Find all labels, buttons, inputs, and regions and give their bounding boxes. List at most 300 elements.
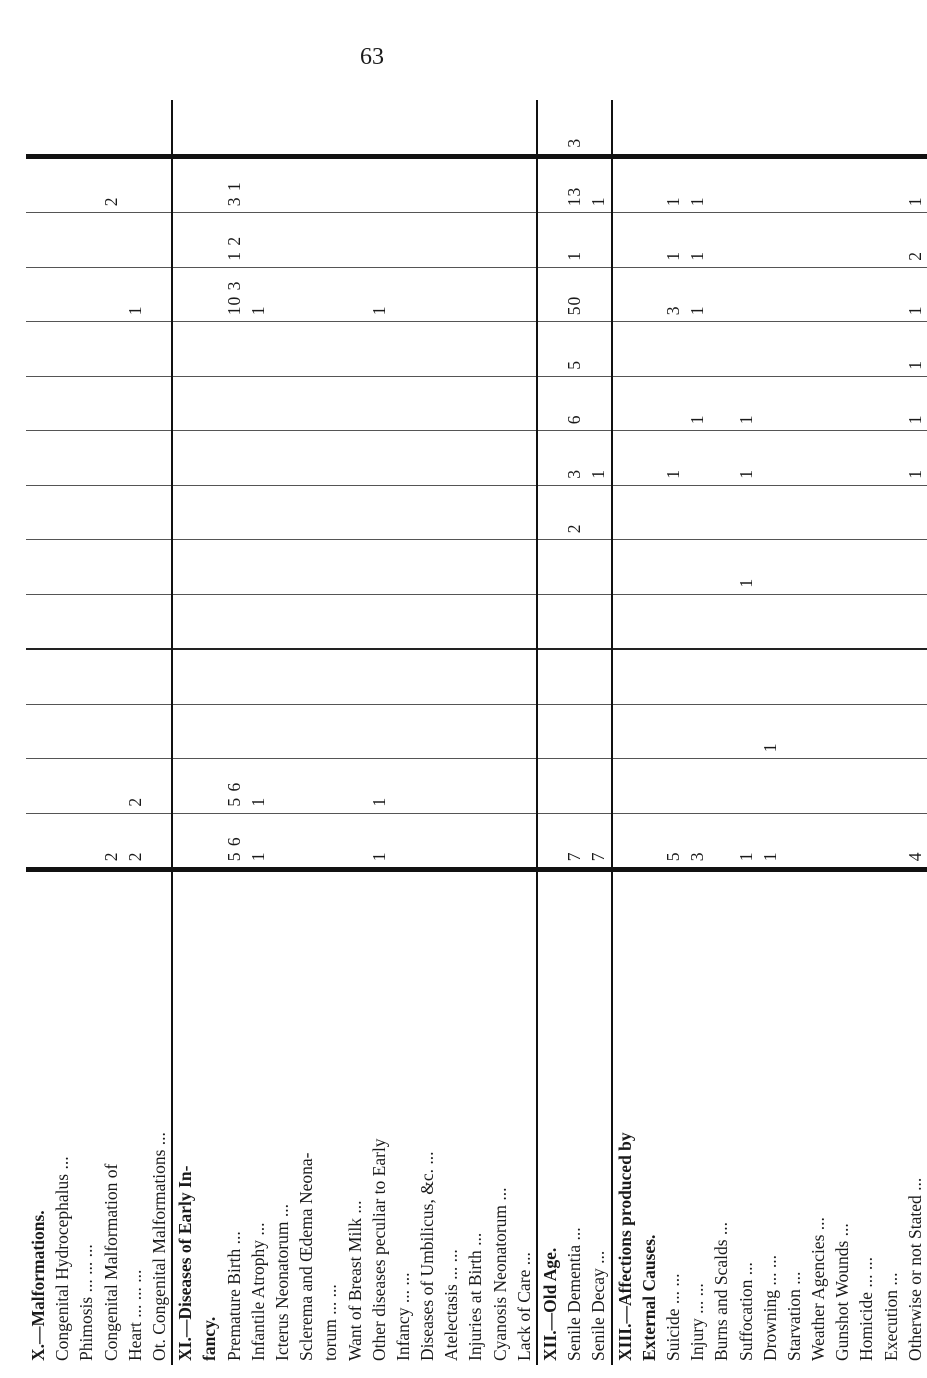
row-value xyxy=(709,704,733,758)
row-value xyxy=(782,100,806,156)
rotated-table xyxy=(26,100,925,1365)
row-label: Burns and Scalds ... xyxy=(711,1221,732,1361)
row-value: 1 xyxy=(903,267,927,321)
row-value xyxy=(488,431,512,485)
row-value: 3 xyxy=(685,813,709,870)
row-value xyxy=(99,376,123,430)
row-value xyxy=(758,267,782,321)
row-value xyxy=(537,376,562,430)
row-value xyxy=(586,540,611,594)
row-value xyxy=(415,100,439,156)
row-label: Congenital Malformation of xyxy=(100,1163,121,1361)
row-value xyxy=(74,813,98,870)
row-value xyxy=(488,704,512,758)
table-row xyxy=(854,100,878,1365)
table-row xyxy=(488,100,512,1365)
row-value: 5 xyxy=(562,322,586,376)
row-value xyxy=(488,322,512,376)
row-value xyxy=(342,485,366,539)
row-value xyxy=(854,322,878,376)
row-value xyxy=(463,156,487,213)
row-value xyxy=(147,213,172,267)
row-value xyxy=(733,704,757,758)
row-value xyxy=(463,376,487,430)
row-value xyxy=(806,431,830,485)
row-value xyxy=(26,322,50,376)
row-value xyxy=(74,540,98,594)
table-row xyxy=(50,100,74,1365)
row-value xyxy=(74,431,98,485)
row-value xyxy=(318,759,342,813)
row-value xyxy=(367,649,391,704)
row-value xyxy=(342,376,366,430)
row-value xyxy=(342,100,366,156)
row-value xyxy=(74,100,98,156)
row-value xyxy=(197,156,221,213)
row-value xyxy=(586,100,611,156)
row-value xyxy=(270,376,294,430)
row-value xyxy=(512,322,537,376)
row-value xyxy=(512,213,537,267)
row-value xyxy=(758,213,782,267)
row-value xyxy=(612,594,637,649)
row-label: Infantile Atrophy ... xyxy=(247,1222,268,1361)
row-value xyxy=(612,100,637,156)
row-value xyxy=(733,322,757,376)
row-value xyxy=(172,813,197,870)
row-value xyxy=(439,649,463,704)
row-value xyxy=(123,322,147,376)
row-value xyxy=(830,759,854,813)
row-value xyxy=(415,376,439,430)
row-value xyxy=(123,649,147,704)
row-value xyxy=(270,813,294,870)
row-value xyxy=(709,813,733,870)
row-value xyxy=(612,704,637,758)
row-value xyxy=(661,100,685,156)
row-value xyxy=(222,431,246,485)
row-value xyxy=(246,649,270,704)
row-value xyxy=(50,322,74,376)
row-value xyxy=(463,594,487,649)
row-value xyxy=(342,431,366,485)
row-value: 1 xyxy=(586,431,611,485)
row-value xyxy=(782,213,806,267)
row-value xyxy=(709,759,733,813)
row-value xyxy=(50,594,74,649)
table-row xyxy=(294,100,318,1365)
row-value xyxy=(318,376,342,430)
row-value xyxy=(854,376,878,430)
row-value xyxy=(830,540,854,594)
row-value xyxy=(172,594,197,649)
statistics-table-frame xyxy=(26,100,925,1365)
row-value xyxy=(99,213,123,267)
row-value xyxy=(74,594,98,649)
row-value xyxy=(733,267,757,321)
row-value xyxy=(26,213,50,267)
row-value xyxy=(512,649,537,704)
row-value xyxy=(99,100,123,156)
row-value: 1 2 xyxy=(222,213,246,267)
row-value xyxy=(74,759,98,813)
row-value xyxy=(147,156,172,213)
row-value: 10 3 xyxy=(222,267,246,321)
row-value xyxy=(172,704,197,758)
row-value xyxy=(26,813,50,870)
row-value: 6 xyxy=(562,376,586,430)
row-value xyxy=(685,431,709,485)
row-value xyxy=(99,540,123,594)
row-value xyxy=(294,759,318,813)
row-value xyxy=(537,431,562,485)
row-value xyxy=(197,485,221,539)
row-value xyxy=(637,759,661,813)
causes-of-death-table xyxy=(26,100,927,1365)
row-value xyxy=(537,485,562,539)
row-value: 7 xyxy=(562,813,586,870)
row-value xyxy=(294,594,318,649)
table-row xyxy=(367,100,391,1365)
row-value xyxy=(512,376,537,430)
row-value xyxy=(246,540,270,594)
row-value xyxy=(318,813,342,870)
row-value xyxy=(806,813,830,870)
row-value xyxy=(391,322,415,376)
row-value xyxy=(391,594,415,649)
row-value xyxy=(709,594,733,649)
row-value xyxy=(99,322,123,376)
row-value xyxy=(50,759,74,813)
row-value xyxy=(294,322,318,376)
row-value: 3 xyxy=(562,100,586,156)
row-value: 50 xyxy=(562,267,586,321)
row-value xyxy=(123,540,147,594)
row-value: 1 xyxy=(758,813,782,870)
row-label: Otherwise or not Stated ... xyxy=(904,1177,925,1361)
row-value xyxy=(439,594,463,649)
row-value xyxy=(270,100,294,156)
row-value xyxy=(123,213,147,267)
row-value xyxy=(222,704,246,758)
row-value xyxy=(661,322,685,376)
row-value xyxy=(512,485,537,539)
row-value xyxy=(512,704,537,758)
row-value xyxy=(318,540,342,594)
row-label: X.—Malformations. xyxy=(28,1210,49,1361)
row-value xyxy=(586,267,611,321)
row-value xyxy=(830,267,854,321)
row-label: XII.—Old Age. xyxy=(540,1247,561,1361)
row-value xyxy=(391,100,415,156)
row-value xyxy=(172,267,197,321)
row-value xyxy=(270,322,294,376)
table-row xyxy=(439,100,463,1365)
row-value xyxy=(99,485,123,539)
row-value xyxy=(74,485,98,539)
table-row xyxy=(733,100,757,1365)
row-value xyxy=(637,594,661,649)
row-value xyxy=(439,267,463,321)
row-value xyxy=(415,156,439,213)
row-value xyxy=(172,649,197,704)
row-value xyxy=(294,649,318,704)
row-value xyxy=(806,376,830,430)
table-row xyxy=(391,100,415,1365)
row-value xyxy=(415,594,439,649)
row-value xyxy=(537,100,562,156)
row-value xyxy=(903,485,927,539)
row-value xyxy=(415,649,439,704)
row-value xyxy=(50,267,74,321)
row-value xyxy=(879,322,903,376)
row-value: 1 xyxy=(246,813,270,870)
row-value xyxy=(391,540,415,594)
row-value xyxy=(439,759,463,813)
row-label: Ot. Congenital Malformations ... xyxy=(147,870,172,1365)
row-value: 1 xyxy=(733,431,757,485)
row-value xyxy=(270,704,294,758)
row-value xyxy=(318,100,342,156)
row-label: Homicide ... ... xyxy=(856,1256,877,1361)
row-value xyxy=(123,156,147,213)
row-value xyxy=(26,594,50,649)
row-value xyxy=(270,759,294,813)
row-value xyxy=(879,267,903,321)
row-value xyxy=(709,100,733,156)
row-label: Gunshot Wounds ... xyxy=(832,1223,853,1361)
row-value xyxy=(222,540,246,594)
row-value xyxy=(612,322,637,376)
row-value xyxy=(172,156,197,213)
row-value xyxy=(854,540,878,594)
row-value xyxy=(294,156,318,213)
row-value xyxy=(197,431,221,485)
row-value xyxy=(782,813,806,870)
row-value xyxy=(661,540,685,594)
row-value xyxy=(172,431,197,485)
row-value xyxy=(685,100,709,156)
row-value xyxy=(74,376,98,430)
row-value xyxy=(318,594,342,649)
row-value xyxy=(26,485,50,539)
row-value xyxy=(488,485,512,539)
row-label: Diseases of Umbilicus, &c. ... xyxy=(417,1151,438,1361)
row-value xyxy=(294,431,318,485)
row-value: 1 xyxy=(685,213,709,267)
row-value xyxy=(782,267,806,321)
row-value xyxy=(537,649,562,704)
row-value: 5 xyxy=(661,813,685,870)
row-value xyxy=(318,267,342,321)
row-value xyxy=(439,213,463,267)
row-value xyxy=(367,100,391,156)
row-value: 2 xyxy=(123,813,147,870)
row-value xyxy=(879,813,903,870)
row-value xyxy=(782,431,806,485)
row-value xyxy=(782,649,806,704)
row-value xyxy=(854,485,878,539)
row-value xyxy=(439,431,463,485)
row-value xyxy=(562,759,586,813)
row-value xyxy=(562,704,586,758)
row-value xyxy=(367,213,391,267)
row-value xyxy=(782,594,806,649)
row-value xyxy=(318,322,342,376)
table-row xyxy=(562,100,586,1365)
row-value xyxy=(246,704,270,758)
row-value xyxy=(197,267,221,321)
row-label: Injury ... ... xyxy=(687,1283,708,1361)
table-row xyxy=(709,100,733,1365)
row-value xyxy=(74,267,98,321)
row-value: 1 xyxy=(123,267,147,321)
row-value xyxy=(172,213,197,267)
row-value xyxy=(147,267,172,321)
row-value xyxy=(463,540,487,594)
row-value xyxy=(782,156,806,213)
row-value xyxy=(830,213,854,267)
row-value: 1 xyxy=(246,267,270,321)
row-value xyxy=(661,594,685,649)
row-value xyxy=(488,267,512,321)
table-row xyxy=(222,100,246,1365)
row-value xyxy=(685,485,709,539)
row-value xyxy=(903,540,927,594)
row-value xyxy=(147,100,172,156)
row-value xyxy=(463,267,487,321)
row-value xyxy=(342,540,366,594)
row-value xyxy=(637,376,661,430)
row-value xyxy=(879,431,903,485)
row-value xyxy=(26,759,50,813)
row-value xyxy=(637,813,661,870)
row-value xyxy=(709,376,733,430)
row-value xyxy=(367,540,391,594)
row-value xyxy=(733,485,757,539)
row-value xyxy=(586,485,611,539)
row-value xyxy=(50,156,74,213)
row-value xyxy=(854,100,878,156)
row-value xyxy=(26,649,50,704)
row-value xyxy=(612,156,637,213)
row-value xyxy=(612,813,637,870)
row-value xyxy=(123,100,147,156)
row-value xyxy=(26,100,50,156)
row-value xyxy=(222,100,246,156)
row-value xyxy=(463,704,487,758)
row-value xyxy=(537,156,562,213)
row-value xyxy=(294,213,318,267)
row-value xyxy=(222,594,246,649)
row-value xyxy=(342,156,366,213)
row-value: 2 xyxy=(99,813,123,870)
row-value: 1 xyxy=(733,376,757,430)
row-value xyxy=(391,759,415,813)
row-value: 1 xyxy=(661,213,685,267)
row-value xyxy=(709,267,733,321)
row-value xyxy=(830,649,854,704)
row-value xyxy=(782,759,806,813)
row-label: Senile Decay ... xyxy=(586,870,611,1365)
row-value xyxy=(246,594,270,649)
row-value xyxy=(758,649,782,704)
row-value: 5 6 xyxy=(222,759,246,813)
row-value xyxy=(172,540,197,594)
row-value xyxy=(488,156,512,213)
row-value xyxy=(562,540,586,594)
row-value xyxy=(685,759,709,813)
row-value xyxy=(415,213,439,267)
row-value xyxy=(806,649,830,704)
row-value xyxy=(246,213,270,267)
row-value xyxy=(637,267,661,321)
row-value xyxy=(50,100,74,156)
row-value xyxy=(197,759,221,813)
row-value xyxy=(415,540,439,594)
row-value xyxy=(537,540,562,594)
row-value xyxy=(367,704,391,758)
row-value: 1 xyxy=(367,759,391,813)
row-label: Sclerema and Œdema Neona- xyxy=(296,1152,317,1361)
row-value xyxy=(50,485,74,539)
row-label: Atelectasis ... ... xyxy=(441,1249,462,1361)
row-value xyxy=(488,594,512,649)
row-value xyxy=(197,540,221,594)
row-value xyxy=(733,759,757,813)
row-value xyxy=(733,649,757,704)
row-value xyxy=(758,759,782,813)
row-value xyxy=(854,759,878,813)
row-value xyxy=(294,100,318,156)
row-value xyxy=(463,100,487,156)
row-value xyxy=(342,213,366,267)
row-value xyxy=(172,485,197,539)
row-label: External Causes. xyxy=(638,1234,659,1361)
row-value: 4 xyxy=(903,813,927,870)
row-value xyxy=(367,431,391,485)
row-value: 1 xyxy=(685,156,709,213)
row-value xyxy=(246,100,270,156)
row-value xyxy=(270,649,294,704)
row-value xyxy=(294,376,318,430)
row-value xyxy=(99,759,123,813)
row-value: 5 6 xyxy=(222,813,246,870)
row-value xyxy=(415,485,439,539)
row-value xyxy=(512,431,537,485)
row-value xyxy=(854,649,878,704)
row-value xyxy=(879,540,903,594)
row-value xyxy=(661,759,685,813)
row-value xyxy=(512,100,537,156)
row-label: Want of Breast Milk ... xyxy=(344,1200,365,1361)
row-value: 1 xyxy=(661,431,685,485)
row-value xyxy=(197,649,221,704)
row-value xyxy=(806,213,830,267)
row-value xyxy=(709,322,733,376)
row-value xyxy=(854,813,878,870)
row-value xyxy=(903,759,927,813)
row-value xyxy=(74,322,98,376)
row-value xyxy=(830,156,854,213)
row-value xyxy=(733,594,757,649)
row-value: 2 xyxy=(562,485,586,539)
row-value xyxy=(758,485,782,539)
row-value xyxy=(854,267,878,321)
row-value xyxy=(50,213,74,267)
row-value xyxy=(367,376,391,430)
row-value xyxy=(903,704,927,758)
